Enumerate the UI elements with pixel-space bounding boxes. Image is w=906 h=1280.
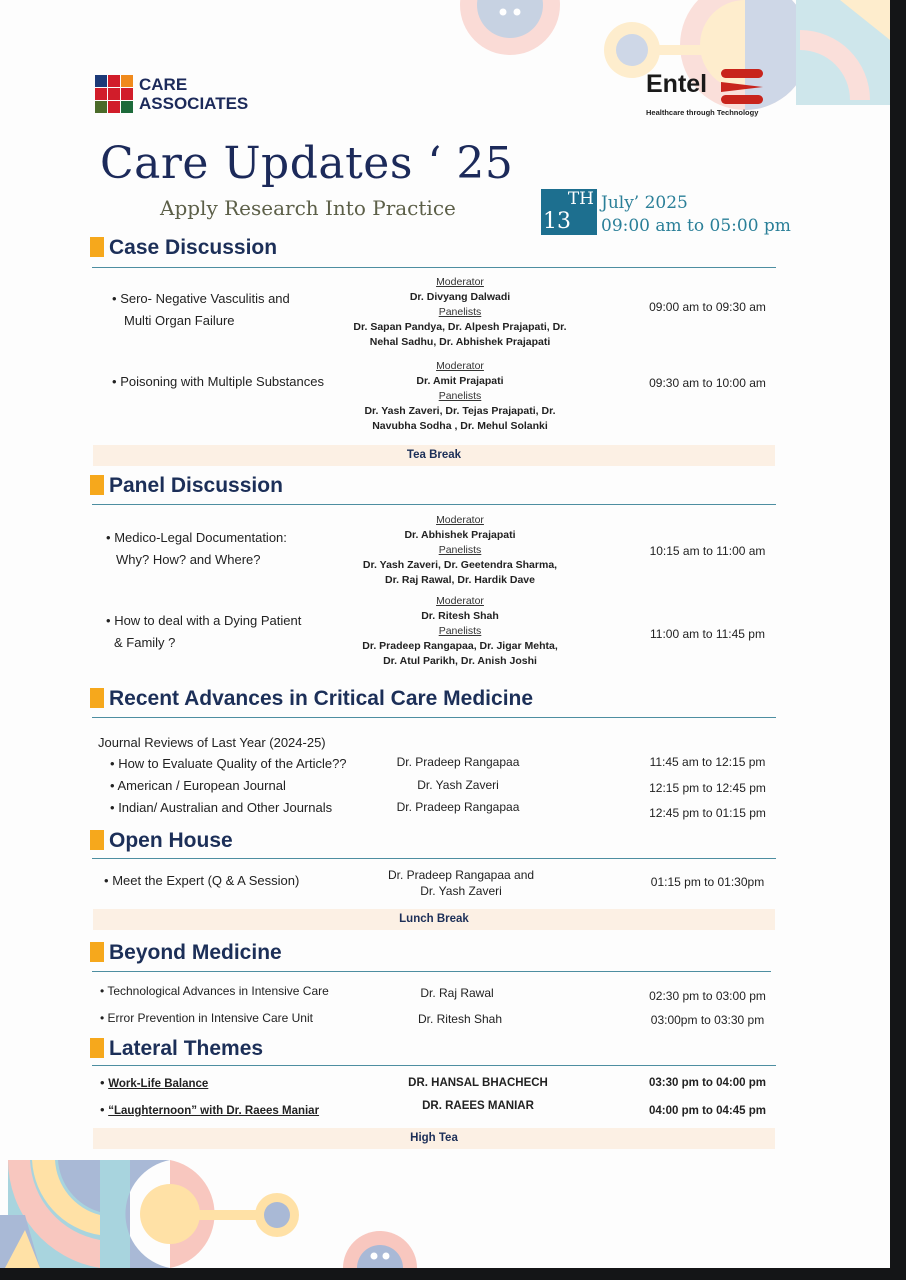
panelists-names: Dr. Sapan Pandya, Dr. Alpesh Prajapati, Dr. (353, 321, 567, 333)
moderator-label: Moderator (436, 514, 484, 526)
logo-line-2: ASSOCIATES (139, 94, 249, 113)
session-time: 03:00pm to 03:30 pm (650, 1013, 765, 1027)
heading-text: Open House (109, 829, 233, 852)
speaker-line: Dr. Pradeep Rangapaa and (387, 868, 535, 882)
moderator-label: Moderator (436, 595, 484, 607)
speaker-line: Dr. Yash Zaveri (420, 884, 502, 898)
session-topic (110, 775, 286, 797)
topic-line: Technological Advances in Intensive Care (107, 984, 329, 998)
moderator-name: Dr. Abhishek Prajapati (404, 529, 516, 541)
session-speaker: Dr. Raj Rawal (420, 986, 494, 1000)
topic-line: Meet the Expert (Q & A Session) (112, 873, 300, 888)
panelists-names: Dr. Pradeep Rangapaa, Dr. Jigar Mehta, (362, 640, 558, 652)
topic-line: Why? How? and Where? (116, 552, 261, 567)
care-associates-logo-icon (95, 75, 133, 113)
entel-logo-bar-top (721, 69, 763, 78)
date-month-year: July’ 2025 (601, 193, 688, 213)
bullet: • (110, 800, 115, 815)
session-topic (100, 1072, 208, 1095)
bullet: • (100, 1102, 105, 1117)
session-topic (104, 870, 299, 892)
heading-marker (90, 1038, 104, 1058)
section-heading-case-discussion (90, 236, 277, 260)
date-badge (541, 189, 597, 235)
session-topic (100, 980, 329, 1002)
heading-marker (90, 237, 104, 257)
topic-line: Error Prevention in Intensive Care Unit (107, 1011, 313, 1025)
session-topic (112, 371, 324, 393)
topic-line: Multi Organ Failure (124, 313, 235, 328)
bullet: • (100, 1011, 105, 1025)
panelists-names: Dr. Yash Zaveri, Dr. Tejas Prajapati, Dr. (364, 405, 556, 417)
session-time: 12:45 pm to 01:15 pm (649, 806, 766, 820)
section-heading-recent-advances (90, 687, 533, 711)
topic-line: How to Evaluate Quality of the Article?? (118, 756, 347, 771)
section-divider (92, 267, 776, 268)
session-time: 01:15 pm to 01:30pm (650, 875, 765, 889)
heading-text: Beyond Medicine (109, 941, 282, 964)
session-time: 12:15 pm to 12:45 pm (649, 781, 766, 795)
session-time: 09:30 am to 10:00 am (649, 376, 766, 390)
bullet: • (110, 756, 115, 771)
section-divider (92, 504, 776, 505)
section-heading-panel-discussion (90, 474, 283, 498)
session-time: 09:00 am to 09:30 am (649, 300, 766, 314)
bullet: • (106, 530, 111, 545)
date-day: 13 (543, 209, 571, 234)
heading-text: Panel Discussion (109, 474, 283, 497)
session-time: 11:00 am to 11:45 pm (650, 627, 765, 641)
heading-text: Case Discussion (109, 236, 278, 259)
heading-marker (90, 830, 104, 850)
session-speaker: Dr. Ritesh Shah (417, 1012, 503, 1026)
lunch-break-banner: Lunch Break (93, 909, 775, 930)
heading-text: Recent Advances in Critical Care Medicine (109, 687, 534, 710)
session-time: 04:00 pm to 04:45 pm (649, 1105, 766, 1117)
heading-text: Lateral Themes (109, 1037, 264, 1060)
topic-line: “Laughternoon” with Dr. Raees Maniar (108, 1105, 320, 1117)
session-people (340, 513, 580, 588)
panelists-label: Panelists (438, 306, 482, 318)
topic-line: Medico-Legal Documentation: (114, 530, 287, 545)
tea-break-banner: Tea Break (93, 445, 775, 466)
session-topic (110, 797, 332, 819)
session-topic (110, 753, 347, 775)
moderator-label: Moderator (436, 276, 484, 288)
session-topic (106, 527, 287, 571)
panelists-label: Panelists (438, 625, 482, 637)
topic-line: Indian/ Australian and Other Journals (118, 800, 333, 815)
session-time: 10:15 am to 11:00 am (649, 544, 766, 558)
session-people (340, 359, 580, 434)
session-time: 02:30 pm to 03:00 pm (649, 989, 766, 1003)
section-divider (92, 971, 771, 972)
topic-line: & Family ? (114, 635, 176, 650)
moderator-name: Dr. Divyang Dalwadi (409, 291, 511, 303)
bullet: • (100, 984, 105, 998)
session-topic (100, 1099, 319, 1122)
heading-marker (90, 475, 104, 495)
care-associates-logo-text (139, 75, 248, 113)
high-tea-banner: High Tea (93, 1128, 775, 1149)
heading-marker (90, 688, 104, 708)
section-heading-lateral-themes (90, 1037, 263, 1061)
panelists-label: Panelists (438, 544, 482, 556)
session-speaker: Dr. Yash Zaveri (417, 778, 499, 792)
panelists-label: Panelists (438, 390, 482, 402)
session-time: 11:45 am to 12:15 pm (649, 755, 766, 769)
session-time: 03:30 pm to 04:00 pm (649, 1077, 766, 1089)
moderator-name: Dr. Amit Prajapati (416, 375, 504, 387)
panelists-names: Nehal Sadhu, Dr. Abhishek Prajapati (369, 336, 551, 348)
section-divider (92, 858, 776, 859)
topic-line: How to deal with a Dying Patient (114, 613, 302, 628)
section-divider (92, 717, 776, 718)
heading-marker (90, 942, 104, 962)
moderator-label: Moderator (436, 360, 484, 372)
session-speaker: DR. HANSAL BHACHECH (408, 1077, 548, 1089)
entel-logo-text: Entel (646, 70, 708, 98)
topic-line: Work-Life Balance (108, 1078, 209, 1090)
bullet: • (110, 778, 115, 793)
journal-reviews-intro: Journal Reviews of Last Year (2024-25) (98, 735, 326, 750)
topic-line: Poisoning with Multiple Substances (120, 374, 324, 389)
session-people (340, 275, 580, 350)
bullet: • (112, 291, 117, 306)
entel-tagline: Healthcare through Technology (646, 108, 759, 117)
date-details (601, 192, 791, 238)
event-subtitle: Apply Research Into Practice (160, 196, 456, 220)
panelists-names: Dr. Raj Rawal, Dr. Hardik Dave (385, 574, 535, 586)
session-topic (100, 1007, 313, 1029)
date-suffix: TH (567, 189, 594, 209)
panelists-names: Dr. Atul Parikh, Dr. Anish Joshi (383, 655, 537, 667)
session-speaker: Dr. Pradeep Rangapaa (396, 755, 520, 769)
logo-line-1: CARE (139, 75, 188, 94)
section-divider (92, 1065, 776, 1066)
bullet: • (100, 1075, 105, 1090)
panelists-names: Navubha Sodha , Dr. Mehul Solanki (372, 420, 548, 432)
session-speaker: Dr. Pradeep Rangapaa (396, 800, 520, 814)
event-hours: 09:00 am to 05:00 pm (601, 216, 791, 236)
topic-line: Sero- Negative Vasculitis and (120, 291, 290, 306)
session-topic (112, 288, 290, 332)
moderator-name: Dr. Ritesh Shah (421, 610, 499, 622)
entel-logo-bar-bottom (721, 95, 763, 104)
session-speaker: DR. RAEES MANIAR (422, 1100, 534, 1112)
event-title: Care Updates ‘ 25 (100, 138, 514, 189)
panelists-names: Dr. Yash Zaveri, Dr. Geetendra Sharma, (362, 559, 558, 571)
topic-line: American / European Journal (117, 778, 286, 793)
session-topic (106, 610, 301, 654)
section-heading-open-house (90, 829, 233, 853)
session-speaker (361, 867, 561, 899)
section-heading-beyond-medicine (90, 941, 282, 965)
bullet: • (104, 873, 109, 888)
session-people (340, 594, 580, 669)
bullet: • (112, 374, 117, 389)
bullet: • (106, 613, 111, 628)
